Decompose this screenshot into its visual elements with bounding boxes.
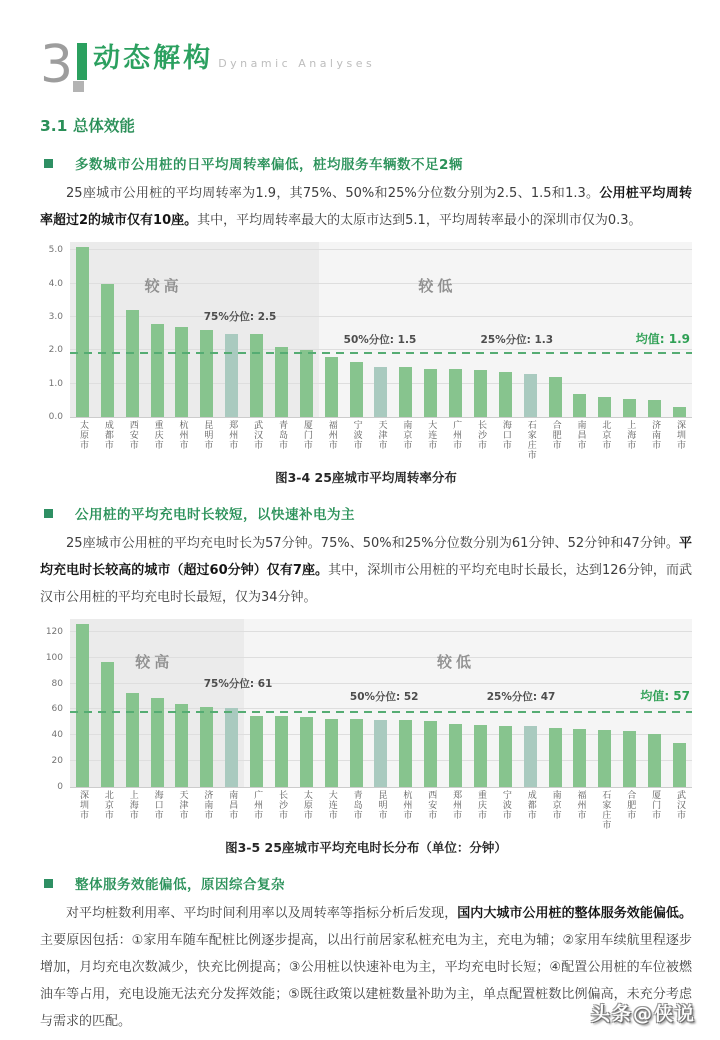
- bar: [225, 334, 238, 417]
- y-tick-label: 0: [57, 782, 63, 792]
- bar-slot: [617, 619, 642, 787]
- x-tick-label: 合肥市: [625, 790, 636, 820]
- bar: [325, 719, 338, 787]
- annotation-p50: 50%分位: 52: [349, 691, 419, 704]
- paragraph-charging-duration: [40, 530, 692, 611]
- bar: [250, 716, 263, 787]
- bar: [325, 357, 338, 417]
- bar: [549, 728, 562, 787]
- bar: [449, 369, 462, 417]
- bullet-square-icon: [44, 159, 53, 168]
- annotation-high: 较高: [135, 652, 174, 671]
- x-label-cell: [145, 420, 170, 466]
- x-label-cell: [70, 420, 95, 466]
- chart-turnover-figure: [40, 242, 692, 486]
- bar: [300, 717, 313, 787]
- bullet-heading-turnover: [40, 153, 692, 173]
- bar: [300, 350, 313, 417]
- bar-slot: [443, 619, 468, 787]
- bar: [200, 707, 213, 787]
- x-tick-label: 济南市: [202, 790, 213, 820]
- paragraph-text: 主要原因包括：①家用车随车配桩比例逐步提高，以出行前居家私桩充电为主，充电为辅；②家用车续航里程逐步增加，月均充电次数减少，快充比例提高；③公用桩以快速补电为主，平均充电时长短；④配置公用桩的车位被燃油车等占用，充电设施无法充分发挥效能；⑤既往政策以建桩数量补助为主，单点配置桩数比例偏高，未充分考虑与需求的匹配。: [40, 933, 692, 1029]
- bar-slot: [95, 242, 120, 417]
- y-tick-label: 2.0: [48, 345, 63, 356]
- y-tick-label: 1.0: [48, 378, 63, 389]
- y-tick-label: 0.0: [48, 412, 63, 422]
- x-tick-label: 广州市: [451, 420, 462, 450]
- bar: [499, 372, 512, 417]
- x-tick-label: 青岛市: [351, 790, 362, 820]
- x-label-cell: [244, 420, 269, 466]
- x-tick-label: 宁波市: [500, 790, 511, 820]
- bar-slot: [244, 619, 269, 787]
- bar-slot: [70, 242, 95, 417]
- x-labels: [70, 790, 692, 836]
- plot-area: [70, 242, 692, 417]
- x-label-cell: [568, 790, 593, 836]
- bar: [350, 362, 363, 417]
- y-tick-label: 80: [51, 678, 63, 689]
- x-label-cell: [667, 790, 692, 836]
- x-tick-label: 石家庄市: [525, 420, 536, 460]
- x-labels-row: [40, 420, 692, 466]
- y-tick-label: 5.0: [48, 245, 63, 256]
- annotation-high: 较高: [144, 277, 183, 296]
- y-tick-label: 100: [45, 652, 63, 663]
- x-tick-label: 宁波市: [351, 420, 362, 450]
- bar-slot: [543, 242, 568, 417]
- y-tick-label: 3.0: [48, 312, 63, 322]
- plot-area: [70, 619, 692, 787]
- x-tick-label: 厦门市: [301, 420, 312, 450]
- chapter-subtitle: Dynamic Analyses: [218, 57, 376, 70]
- bar: [573, 729, 586, 787]
- x-label-cell: [70, 790, 95, 836]
- paragraph-text: 25座城市公用桩的平均充电时长为57分钟。75%、50%和25%分位数分别为61分钟、52分钟和47分钟。: [66, 536, 679, 551]
- bar: [648, 734, 661, 787]
- bar: [424, 369, 437, 417]
- bullet-square-icon: [44, 509, 53, 518]
- y-tick-label: 4.0: [48, 278, 63, 289]
- bar-slot: [443, 242, 468, 417]
- y-tick-label: 120: [45, 626, 63, 637]
- y-axis-spacer: [40, 420, 70, 466]
- y-tick-label: 60: [51, 704, 63, 715]
- paragraph-text: 25座城市公用桩的平均周转率为1.9，其75%、50%和25%分位数分别为2.5、1.5和1.3。: [66, 186, 600, 201]
- x-label-cell: [344, 790, 369, 836]
- bar: [573, 394, 586, 417]
- x-label-cell: [369, 790, 394, 836]
- annotation-mean: 均值: 1.9: [635, 331, 690, 346]
- bar-slot: [145, 619, 170, 787]
- paragraph-bold-text: 公用桩平均周转率超过2的城市仅有10座。: [40, 186, 692, 228]
- x-tick-label: 西安市: [426, 790, 437, 820]
- x-label-cell: [617, 420, 642, 466]
- annotation-p75: 75%分位: 2.5: [203, 310, 277, 323]
- x-label-cell: [568, 420, 593, 466]
- bar: [673, 407, 686, 417]
- bar-slot: [493, 242, 518, 417]
- bar: [424, 721, 437, 787]
- plot-row: [40, 619, 692, 792]
- x-tick-label: 武汉市: [674, 790, 685, 820]
- bar-slot: [269, 242, 294, 417]
- x-label-cell: [667, 420, 692, 466]
- x-label-cell: [294, 790, 319, 836]
- x-tick-label: 广州市: [252, 790, 263, 820]
- x-tick-label: 海口市: [152, 790, 163, 820]
- bar-slot: [468, 242, 493, 417]
- x-tick-label: 郑州市: [451, 790, 462, 820]
- bar: [524, 374, 537, 417]
- x-label-cell: [170, 790, 195, 836]
- bar: [76, 624, 89, 787]
- chapter-gray-square-icon: [73, 81, 84, 92]
- x-label-cell: [592, 420, 617, 466]
- bar-slot: [145, 242, 170, 417]
- x-tick-label: 重庆市: [152, 420, 163, 450]
- bullet-heading-charging-duration: [40, 503, 692, 523]
- bar-slot: [170, 619, 195, 787]
- x-tick-label: 长沙市: [475, 420, 486, 450]
- x-label-cell: [319, 790, 344, 836]
- x-label-cell: [95, 420, 120, 466]
- bar-slot: [592, 242, 617, 417]
- bar: [275, 347, 288, 417]
- x-label-cell: [194, 420, 219, 466]
- paragraph-bold-text: 国内大城市公用桩的整体服务效能偏低。: [457, 906, 692, 921]
- bullet-heading-label: 多数城市公用桩的日平均周转率偏低，桩均服务车辆数不足2辆: [75, 157, 463, 173]
- x-label-cell: [319, 420, 344, 466]
- x-label-cell: [393, 790, 418, 836]
- bar: [350, 719, 363, 787]
- chart-caption: 图3-4 25座城市平均周转率分布: [275, 470, 457, 485]
- x-tick-label: 天津市: [177, 790, 188, 820]
- annotation-mean: 均值: 57: [640, 689, 690, 704]
- bar: [648, 400, 661, 417]
- x-tick-label: 太原市: [301, 790, 312, 820]
- bar-slot: [194, 242, 219, 417]
- x-label-cell: [493, 420, 518, 466]
- bar-slot: [120, 619, 145, 787]
- x-labels-row: [40, 790, 692, 836]
- chapter-accent-bar: [77, 43, 87, 80]
- section-title: 3.1 总体效能: [40, 117, 135, 135]
- x-label-cell: [219, 420, 244, 466]
- x-label-cell: [642, 790, 667, 836]
- bar-slot: [269, 619, 294, 787]
- bar: [250, 334, 263, 417]
- bar: [374, 720, 387, 787]
- chapter-number: 3: [40, 35, 74, 95]
- bar: [598, 397, 611, 417]
- x-label-cell: [95, 790, 120, 836]
- bar: [275, 716, 288, 787]
- x-label-cell: [418, 420, 443, 466]
- x-label-cell: [344, 420, 369, 466]
- bar-slot: [369, 242, 394, 417]
- y-tick-label: 40: [51, 730, 63, 741]
- x-tick-label: 石家庄市: [600, 790, 611, 830]
- duration-bar-chart: [40, 619, 692, 836]
- bar: [499, 726, 512, 787]
- annotation-low: 较低: [418, 277, 457, 296]
- bar: [101, 284, 114, 417]
- mean-dashed-line: [70, 352, 692, 354]
- watermark: 头条@侠说: [590, 1003, 696, 1025]
- bar-slot: [120, 242, 145, 417]
- y-axis: [40, 242, 70, 422]
- bar: [449, 724, 462, 787]
- x-tick-label: 福州市: [326, 420, 337, 450]
- x-label-cell: [493, 790, 518, 836]
- x-label-cell: [592, 790, 617, 836]
- bar: [374, 367, 387, 417]
- x-axis-line: [70, 787, 692, 788]
- x-tick-label: 大连市: [326, 790, 337, 820]
- x-tick-label: 太原市: [77, 420, 88, 450]
- bullet-square-icon: [44, 879, 53, 888]
- bar-slot: [418, 242, 443, 417]
- annotation-p25: 25%分位: 47: [486, 691, 556, 704]
- bar: [598, 730, 611, 787]
- x-label-cell: [468, 420, 493, 466]
- annotation-low: 较低: [436, 652, 475, 671]
- x-tick-label: 上海市: [127, 790, 138, 820]
- bar-slot: [294, 619, 319, 787]
- x-tick-label: 南京市: [401, 420, 412, 450]
- bar-slot: [95, 619, 120, 787]
- bar: [549, 377, 562, 417]
- x-tick-label: 天津市: [376, 420, 387, 450]
- x-axis-line: [70, 417, 692, 418]
- x-tick-label: 昆明市: [376, 790, 387, 820]
- bar: [175, 327, 188, 417]
- plot-row: [40, 242, 692, 422]
- bar: [126, 693, 139, 787]
- paragraph-text: 对平均桩数利用率、平均时间利用率以及周转率等指标分析后发现，: [66, 906, 458, 921]
- bar-slot: [219, 619, 244, 787]
- x-tick-label: 南京市: [550, 790, 561, 820]
- bullet-heading-label: 整体服务效能偏低，原因综合复杂: [75, 877, 285, 893]
- x-tick-label: 成都市: [102, 420, 113, 450]
- x-tick-label: 长沙市: [276, 790, 287, 820]
- x-label-cell: [294, 420, 319, 466]
- bar: [399, 720, 412, 787]
- bar: [151, 324, 164, 417]
- x-label-cell: [518, 420, 543, 466]
- x-label-cell: [393, 420, 418, 466]
- x-tick-label: 重庆市: [475, 790, 486, 820]
- y-axis: [40, 619, 70, 792]
- annotation-p25: 25%分位: 1.3: [480, 333, 554, 346]
- x-tick-label: 昆明市: [202, 420, 213, 450]
- bar: [399, 367, 412, 417]
- x-tick-label: 厦门市: [650, 790, 661, 820]
- x-label-cell: [269, 420, 294, 466]
- x-label-cell: [617, 790, 642, 836]
- bar: [673, 743, 686, 787]
- x-label-cell: [543, 420, 568, 466]
- x-tick-label: 成都市: [525, 790, 536, 820]
- x-tick-label: 北京市: [600, 420, 611, 450]
- bar: [200, 330, 213, 417]
- bullet-heading-label: 公用桩的平均充电时长较短，以快速补电为主: [75, 507, 355, 523]
- paragraph-text: 其中，平均周转率最大的太原市达到5.1，平均周转率最小的深圳市仅为0.3。: [197, 213, 642, 228]
- x-label-cell: [170, 420, 195, 466]
- x-label-cell: [642, 420, 667, 466]
- x-tick-label: 杭州市: [177, 420, 188, 450]
- chapter-titles: [93, 40, 375, 76]
- bars-row: [70, 242, 692, 417]
- annotation-p75: 75%分位: 61: [203, 678, 273, 691]
- chapter-head: [40, 35, 692, 102]
- x-label-cell: [145, 790, 170, 836]
- bar-slot: [418, 619, 443, 787]
- y-tick-label: 20: [51, 756, 63, 767]
- x-tick-label: 济南市: [650, 420, 661, 450]
- bar-slot: [194, 619, 219, 787]
- chapter-title: 动态解构: [93, 43, 214, 74]
- x-label-cell: [219, 790, 244, 836]
- chapter-header: [40, 35, 692, 136]
- paragraph-text: 其中，深圳市公用桩的平均充电时长最长，达到126分钟，而武汉市公用桩的平均充电时长最短，仅为34分钟。: [40, 563, 692, 605]
- bar-slot: [70, 619, 95, 787]
- x-tick-label: 深圳市: [77, 790, 88, 820]
- bar: [474, 725, 487, 787]
- x-tick-label: 福州市: [575, 790, 586, 820]
- bar-slot: [170, 242, 195, 417]
- bar-slot: [244, 242, 269, 417]
- x-label-cell: [120, 420, 145, 466]
- chapter-marks: [77, 43, 87, 92]
- paragraph-turnover: [40, 180, 692, 234]
- x-label-cell: [244, 790, 269, 836]
- x-tick-label: 南昌市: [575, 420, 586, 450]
- x-label-cell: [443, 790, 468, 836]
- x-tick-label: 南昌市: [227, 790, 238, 820]
- bar: [175, 704, 188, 787]
- x-tick-label: 北京市: [102, 790, 113, 820]
- bar-slot: [592, 619, 617, 787]
- x-tick-label: 深圳市: [674, 420, 685, 450]
- bar-slot: [518, 242, 543, 417]
- x-labels: [70, 420, 692, 466]
- bar: [524, 726, 537, 787]
- x-tick-label: 上海市: [625, 420, 636, 450]
- bar: [623, 731, 636, 787]
- bar: [474, 370, 487, 417]
- bar-slot: [393, 242, 418, 417]
- bar-slot: [319, 242, 344, 417]
- x-tick-label: 青岛市: [276, 420, 287, 450]
- bar-slot: [294, 242, 319, 417]
- bullet-heading-overall-efficiency: [40, 873, 692, 893]
- bar: [623, 399, 636, 417]
- x-tick-label: 西安市: [127, 420, 138, 450]
- x-tick-label: 合肥市: [550, 420, 561, 450]
- x-label-cell: [418, 790, 443, 836]
- x-label-cell: [269, 790, 294, 836]
- bar-slot: [568, 619, 593, 787]
- bar-slot: [344, 242, 369, 417]
- bar-slot: [568, 242, 593, 417]
- bar-slot: [319, 619, 344, 787]
- x-tick-label: 海口市: [500, 420, 511, 450]
- x-label-cell: [369, 420, 394, 466]
- chart-duration-figure: [40, 619, 692, 856]
- x-label-cell: [120, 790, 145, 836]
- bar: [76, 247, 89, 417]
- x-tick-label: 杭州市: [401, 790, 412, 820]
- chart-caption: 图3-5 25座城市平均充电时长分布（单位：分钟）: [225, 840, 507, 855]
- bar: [126, 310, 139, 417]
- x-tick-label: 武汉市: [252, 420, 263, 450]
- x-label-cell: [194, 790, 219, 836]
- mean-dashed-line: [70, 711, 692, 713]
- x-label-cell: [543, 790, 568, 836]
- x-tick-label: 郑州市: [227, 420, 238, 450]
- y-axis-spacer: [40, 790, 70, 836]
- annotation-p50: 50%分位: 1.5: [343, 333, 417, 346]
- bar: [225, 708, 238, 787]
- x-tick-label: 大连市: [426, 420, 437, 450]
- turnover-bar-chart: [40, 242, 692, 466]
- bar: [101, 662, 114, 787]
- x-label-cell: [468, 790, 493, 836]
- paragraph-bold-text: 平均充电时长较高的城市（超过60分钟）仅有7座。: [40, 536, 692, 578]
- x-label-cell: [443, 420, 468, 466]
- bar-slot: [219, 242, 244, 417]
- x-label-cell: [518, 790, 543, 836]
